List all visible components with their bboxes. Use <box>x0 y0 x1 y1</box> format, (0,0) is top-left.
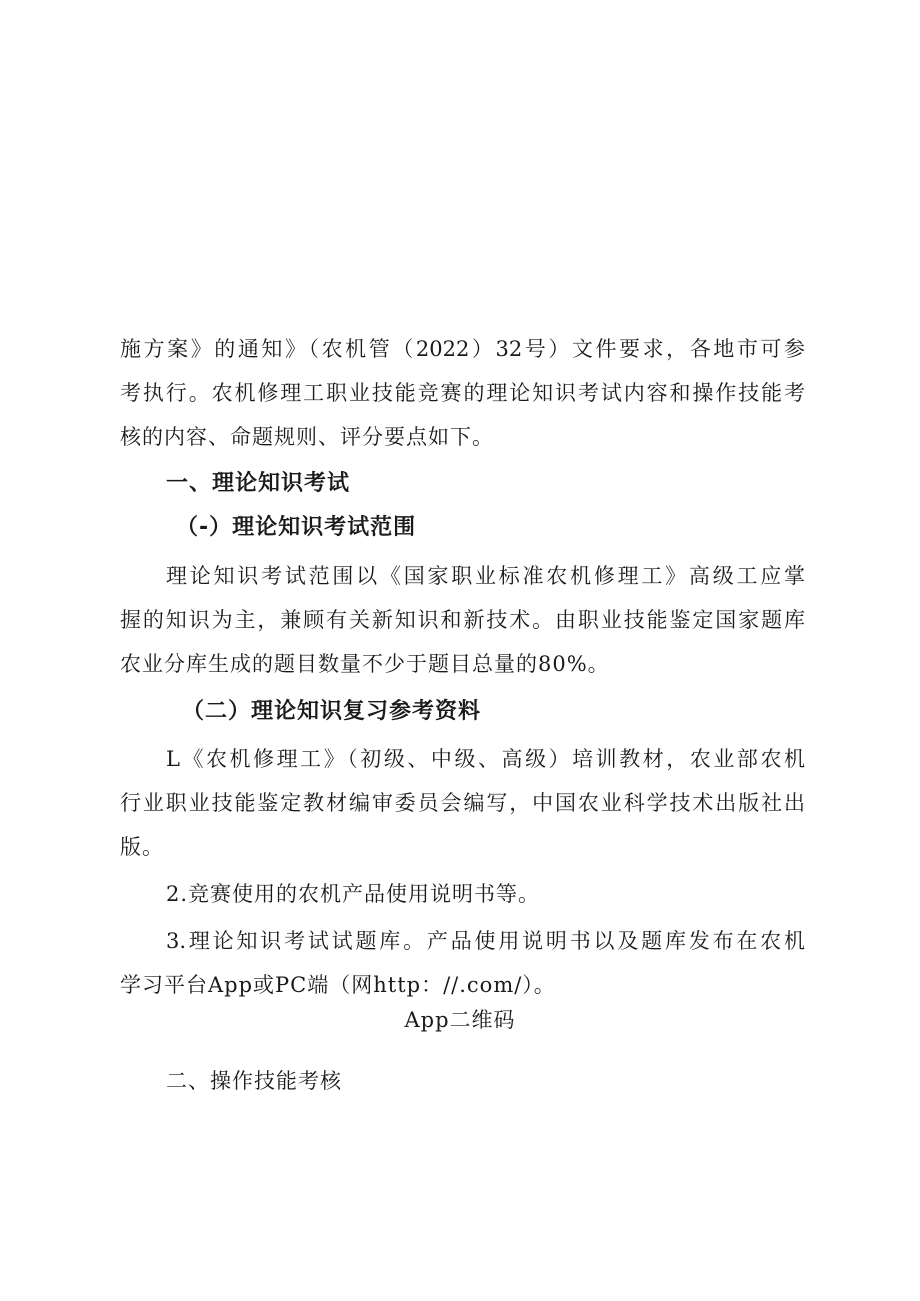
subsection-2-title: （二）理论知识复习参考资料 <box>182 699 482 724</box>
item-2-line: 2.竞赛使用的农机产品使用说明书等。 <box>166 882 541 906</box>
intro-line-1: 施方案》的通知》（农机管（2022）32号）文件要求，各地市可参 <box>120 337 805 361</box>
qr-caption: App二维码 <box>404 1008 516 1032</box>
item-1-line-1: L《农机修理工》（初级、中级、高级）培训教材，农业部农机 <box>166 747 805 771</box>
section-2-title: 二、操作技能考核 <box>166 1069 342 1093</box>
intro-line-2: 考执行。农机修理工职业技能竞赛的理论知识考试内容和操作技能考 <box>120 381 805 405</box>
sub1-line-1: 理论知识考试范围以《国家职业标准农机修理工》高级工应掌 <box>166 564 805 588</box>
item-3-line-1: 3.理论知识考试试题库。产品使用说明书以及题库发布在农机 <box>166 929 805 953</box>
item-3-line-2: 学习平台App或PC端（网http：//.com/）。 <box>120 973 556 997</box>
intro-line-3: 核的内容、命题规则、评分要点如下。 <box>120 425 494 449</box>
sub1-line-3: 农业分库生成的题目数量不少于题目总量的80%。 <box>120 652 610 676</box>
subsection-1-title: （-）理论知识考试范围 <box>176 515 417 540</box>
item-1-line-3: 版。 <box>120 835 164 859</box>
section-1-title: 一、理论知识考试 <box>166 471 351 496</box>
item-1-line-2: 行业职业技能鉴定教材编审委员会编写，中国农业科学技术出版社出 <box>120 791 805 815</box>
sub1-line-2: 握的知识为主，兼顾有关新知识和新技术。由职业技能鉴定国家题库 <box>120 608 805 632</box>
